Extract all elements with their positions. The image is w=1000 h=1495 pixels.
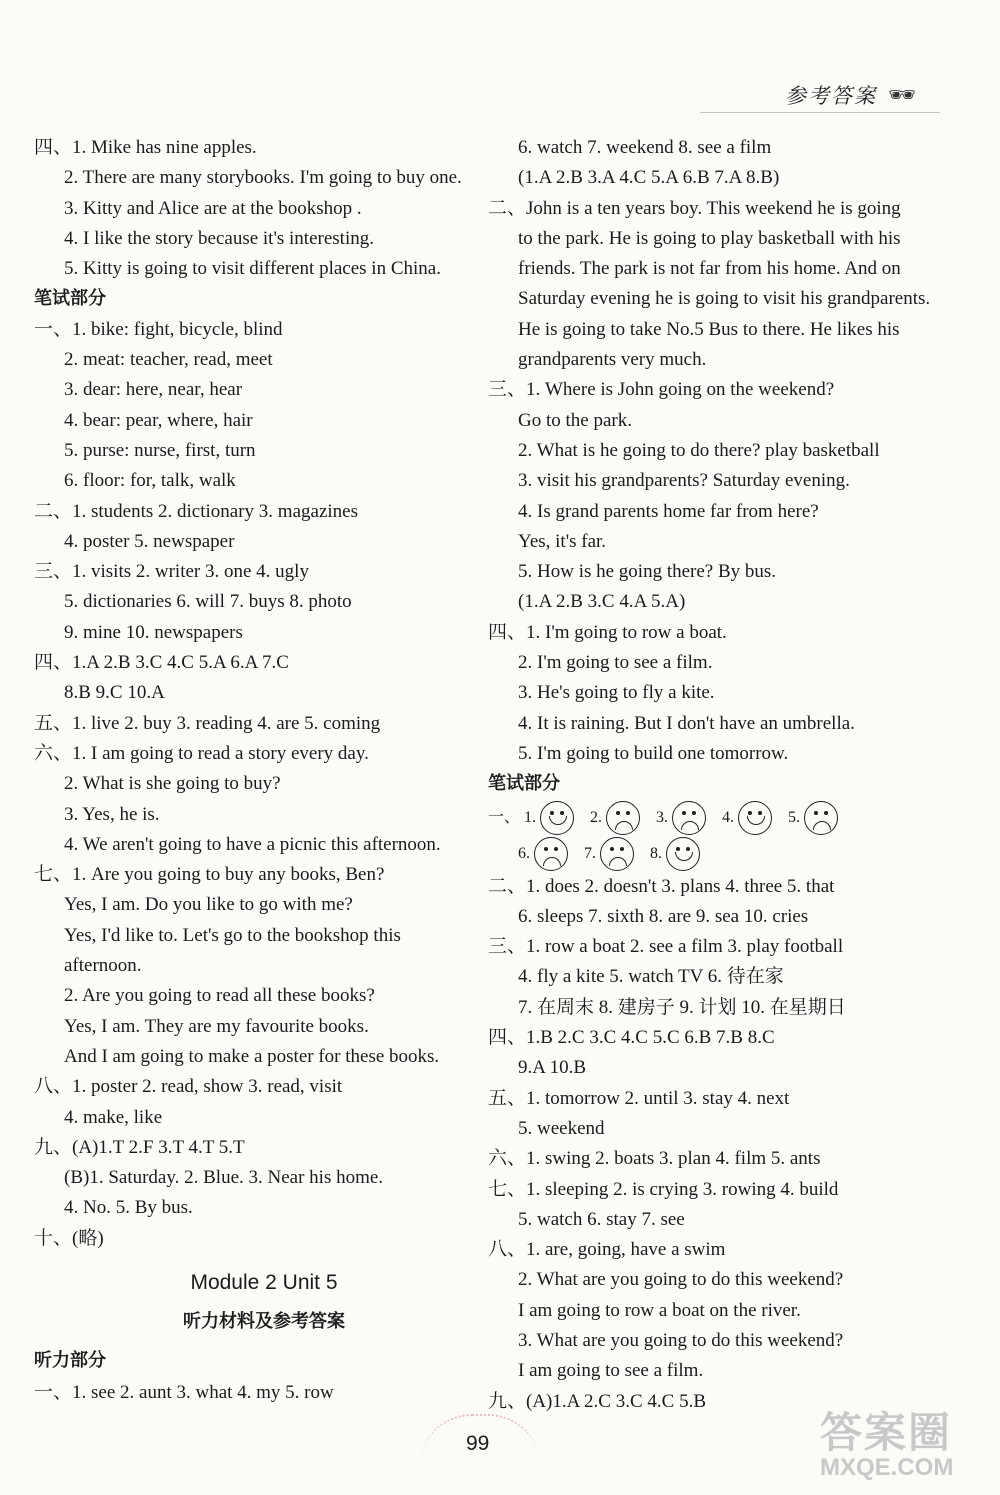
right-answer-line: 5. How is he going there? By bus. bbox=[518, 561, 777, 583]
right-answer-list-top bbox=[488, 133, 958, 800]
left-answer-line: 2. There are many storybooks. I'm going to buy one. bbox=[64, 167, 462, 189]
right-answer-line: 6. watch 7. weekend 8. see a film bbox=[518, 137, 772, 158]
right-answer-line: to the park. He is going to play basketball with his bbox=[518, 227, 901, 249]
left-answer-line: 四、1. Mike has nine apples. bbox=[34, 137, 257, 158]
left-answer-line: 9. mine 10. newspapers bbox=[64, 621, 243, 643]
left-answer-line: 3. Kitty and Alice are at the bookshop . bbox=[64, 197, 362, 219]
left-answer-line: 5. Kitty is going to visit different places in China. bbox=[64, 258, 441, 280]
right-answer-line: 7. 在周末 8. 建房子 9. 计划 10. 在星期日 bbox=[518, 996, 846, 1018]
face-number: 7. bbox=[584, 844, 596, 862]
right-answer-line: 2. What is he going to do there? play basketball bbox=[518, 439, 880, 461]
watermark-text: 答案圈 bbox=[820, 1408, 953, 1457]
faces-prefix: 一、 bbox=[488, 808, 521, 826]
left-answer-line: Yes, I am. They are my favourite books. bbox=[64, 1015, 369, 1037]
face-answer bbox=[590, 800, 640, 836]
module-title: Module 2 Unit 5 bbox=[190, 1270, 338, 1294]
sad-face-icon bbox=[804, 801, 838, 835]
right-answer-line: 四、1. I'm going to row a boat. bbox=[488, 621, 727, 643]
right-answer-line: 4. fly a kite 5. watch TV 6. 待在家 bbox=[518, 966, 784, 988]
sad-face-icon bbox=[600, 837, 634, 871]
right-answer-line: 六、1. swing 2. boats 3. plan 4. film 5. ants bbox=[488, 1148, 821, 1170]
page-number: 99 bbox=[466, 1432, 490, 1455]
page-header bbox=[745, 72, 945, 122]
face-answer bbox=[584, 836, 634, 872]
right-answer-line: Yes, it's far. bbox=[518, 530, 607, 552]
left-answer-line: afternoon. bbox=[64, 955, 142, 977]
left-answer-line: 2. Are you going to read all these books? bbox=[64, 985, 375, 1007]
right-answer-line: 3. He's going to fly a kite. bbox=[518, 682, 715, 704]
face-answer bbox=[524, 800, 574, 836]
right-answer-line: 6. sleeps 7. sixth 8. are 9. sea 10. cries bbox=[518, 905, 809, 927]
left-answer-list bbox=[34, 133, 494, 1254]
left-answer-line: 3. dear: here, near, hear bbox=[64, 379, 243, 401]
right-answer-line: 2. What are you going to do this weekend? bbox=[518, 1269, 844, 1291]
right-answer-line: 5. weekend bbox=[518, 1117, 605, 1139]
left-answer-line: 5. dictionaries 6. will 7. buys 8. photo bbox=[64, 591, 352, 613]
right-answer-line: 九、(A)1.A 2.C 3.C 4.C 5.B bbox=[488, 1390, 706, 1412]
right-answer-line: (1.A 2.B 3.A 4.C 5.A 6.B 7.A 8.B) bbox=[518, 167, 780, 189]
right-answer-line: 3. visit his grandparents? Saturday evening. bbox=[518, 470, 850, 492]
left-answer-line: And I am going to make a poster for these books. bbox=[64, 1045, 440, 1067]
right-answer-line: 笔试部分 bbox=[488, 773, 560, 795]
face-number: 4. bbox=[722, 808, 735, 826]
right-answer-line: Saturday evening he is going to visit his grandparents. bbox=[518, 288, 931, 310]
left-answer-line: 十、(略) bbox=[34, 1227, 104, 1249]
left-answer-line: 四、1.A 2.B 3.C 4.C 5.A 6.A 7.C bbox=[34, 652, 289, 674]
faces-row-2 bbox=[488, 836, 958, 872]
sad-face-icon bbox=[672, 801, 706, 835]
left-answer-line: 2. meat: teacher, read, meet bbox=[64, 349, 273, 371]
left-answer-line: 5. purse: nurse, first, turn bbox=[64, 439, 256, 461]
right-answer-line: 八、1. are, going, have a swim bbox=[488, 1239, 726, 1261]
left-answer-line: 二、1. students 2. dictionary 3. magazines bbox=[34, 500, 358, 522]
faces-row-1 bbox=[488, 800, 958, 836]
left-answer-line: 8.B 9.C 10.A bbox=[64, 682, 165, 704]
left-answer-line: 笔试部分 bbox=[34, 288, 106, 310]
right-answer-line: 5. I'm going to build one tomorrow. bbox=[518, 742, 789, 764]
left-answer-line: 6. floor: for, talk, walk bbox=[64, 470, 236, 492]
left-answer-line: Yes, I am. Do you like to go with me? bbox=[64, 894, 353, 916]
right-answer-line: 2. I'm going to see a film. bbox=[518, 652, 713, 674]
listening-answer-line: 一、1. see 2. aunt 3. what 4. my 5. row bbox=[34, 1381, 334, 1403]
right-answer-list-bottom bbox=[488, 872, 958, 1417]
left-answer-line: (B)1. Saturday. 2. Blue. 3. Near his home. bbox=[64, 1167, 384, 1189]
module-subtitle: 听力材料及参考答案 bbox=[183, 1310, 345, 1332]
header-title: 参考答案 bbox=[785, 84, 877, 108]
face-number: 2. bbox=[590, 808, 603, 826]
right-answer-line: friends. The park is not far from his home. And on bbox=[518, 258, 901, 280]
face-answer bbox=[788, 800, 838, 836]
face-number: 6. bbox=[518, 844, 530, 862]
right-answer-line: (1.A 2.B 3.C 4.A 5.A) bbox=[518, 591, 686, 613]
right-answer-line: Go to the park. bbox=[518, 409, 632, 431]
right-answer-line: 5. watch 6. stay 7. see bbox=[518, 1208, 685, 1230]
right-answer-line: 4. Is grand parents home far from here? bbox=[518, 500, 819, 522]
left-answer-line: 4. I like the story because it's interesting. bbox=[64, 227, 374, 249]
right-answer-line: He is going to take No.5 Bus to there. He likes his bbox=[518, 318, 900, 340]
left-answer-line: 4. We aren't going to have a picnic this afternoon. bbox=[64, 833, 441, 855]
left-answer-line: 2. What is she going to buy? bbox=[64, 773, 281, 795]
right-column bbox=[488, 133, 958, 1417]
smiley-face-icon bbox=[738, 801, 772, 835]
smiley-face-icon bbox=[540, 801, 574, 835]
right-answer-line: 四、1.B 2.C 3.C 4.C 5.C 6.B 7.B 8.C bbox=[488, 1027, 775, 1049]
face-answer bbox=[518, 836, 568, 872]
left-answer-line: 九、(A)1.T 2.F 3.T 4.T 5.T bbox=[34, 1136, 245, 1158]
right-answer-line: 4. It is raining. But I don't have an umbrella. bbox=[518, 712, 855, 734]
left-answer-line: 4. No. 5. By bus. bbox=[64, 1197, 193, 1219]
smiley-face-icon bbox=[666, 837, 700, 871]
left-answer-line: 五、1. live 2. buy 3. reading 4. are 5. coming bbox=[34, 712, 381, 734]
face-number: 5. bbox=[788, 808, 801, 826]
left-answer-line: 八、1. poster 2. read, show 3. read, visit bbox=[34, 1076, 343, 1098]
right-answer-line: 二、John is a ten years boy. This weekend he is going bbox=[488, 197, 901, 219]
right-answer-line: 3. What are you going to do this weekend? bbox=[518, 1329, 844, 1351]
right-answer-line: 七、1. sleeping 2. is crying 3. rowing 4. build bbox=[488, 1178, 839, 1200]
listening-section-label: 听力部分 bbox=[34, 1349, 106, 1371]
right-answer-line: 三、1. row a boat 2. see a film 3. play football bbox=[488, 936, 844, 958]
right-answer-line: I am going to see a film. bbox=[518, 1360, 704, 1382]
right-answer-line: grandparents very much. bbox=[518, 349, 707, 371]
left-answer-line: 三、1. visits 2. writer 3. one 4. ugly bbox=[34, 561, 309, 583]
face-number: 3. bbox=[656, 808, 669, 826]
left-answer-line: 一、1. bike: fight, bicycle, blind bbox=[34, 318, 283, 340]
right-answer-line: I am going to row a boat on the river. bbox=[518, 1299, 801, 1321]
face-answer bbox=[656, 800, 706, 836]
right-answer-line: 9.A 10.B bbox=[518, 1057, 587, 1079]
left-answer-line: 4. make, like bbox=[64, 1106, 163, 1128]
watermark-url: MXQE.COM bbox=[820, 1454, 954, 1481]
watermark-logo bbox=[820, 1400, 990, 1490]
sunglasses-icon: 🕶 bbox=[888, 82, 916, 107]
left-answer-line: 4. poster 5. newspaper bbox=[64, 530, 235, 552]
right-answer-line: 五、1. tomorrow 2. until 3. stay 4. next bbox=[488, 1087, 790, 1109]
left-answer-line: Yes, I'd like to. Let's go to the bookshop this bbox=[64, 924, 401, 946]
left-answer-line: 3. Yes, he is. bbox=[64, 803, 160, 825]
sad-face-icon bbox=[606, 801, 640, 835]
right-answer-line: 二、1. does 2. doesn't 3. plans 4. three 5. that bbox=[488, 875, 835, 897]
face-number: 1. bbox=[524, 808, 537, 826]
face-answer bbox=[722, 800, 772, 836]
face-number: 8. bbox=[650, 844, 662, 862]
left-answer-line: 七、1. Are you going to buy any books, Ben? bbox=[34, 864, 385, 886]
left-answer-line: 六、1. I am going to read a story every day. bbox=[34, 742, 369, 764]
left-answer-line: 4. bear: pear, where, hair bbox=[64, 409, 253, 431]
left-column bbox=[34, 133, 494, 1408]
right-answer-line: 三、1. Where is John going on the weekend? bbox=[488, 379, 835, 401]
face-answer bbox=[650, 836, 700, 872]
sad-face-icon bbox=[534, 837, 568, 871]
header-divider bbox=[700, 112, 940, 113]
